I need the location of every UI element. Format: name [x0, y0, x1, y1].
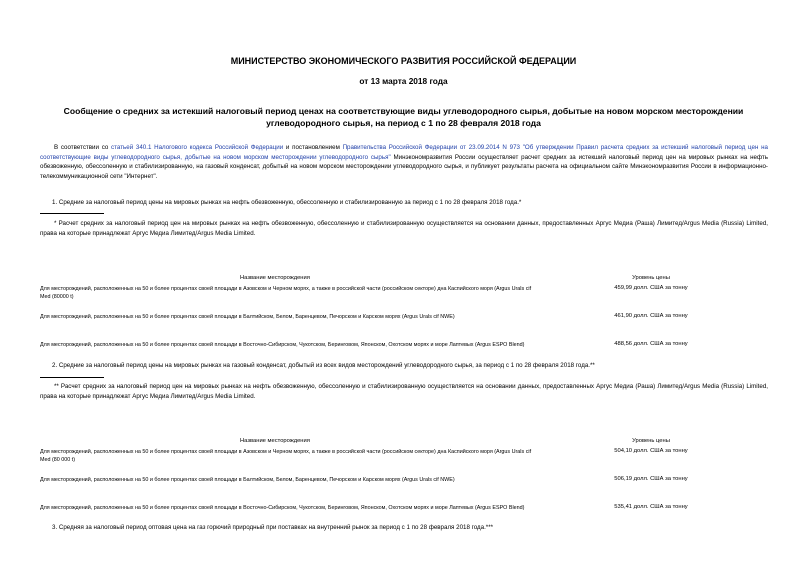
section2-col-name: Название месторождения — [240, 438, 310, 444]
intro-suffix: Минэкономразвития России осуществляет расчет средних за истекший налоговый период цен на мировых рынках на нефть обезвоженную, обессоленную и стабилизированную, на газовый конденсат, добытый на новом морском месторождении углеводородного сырья, и публикует результаты расчета на официальном сайте Минэкономразвития России в информационно-телекоммуникационной сети "Интернет". — [40, 153, 768, 180]
government-decree-link[interactable]: Правительства Российской Федерации от 23.09.2014 N 973 "Об утверждении Правил расчета средних за истекший налоговый период цен на соответствующие виды углеводородного сырья, добытые на новом морском месторождении углеводородного сырья" — [40, 144, 768, 161]
table-row-name: Для месторождений, расположенных на 50 и более процентах своей площади в Азовском и Черном морях, а также в российской части (российском секторе) дна Каспийского моря (Argus Urals cif Med (80 000 t) — [40, 449, 532, 464]
section2-col-price: Уровень цены — [632, 438, 670, 444]
section2-footnote: ** Расчет средних за налоговый период цен на мировых рынках на нефть обезвоженную, обессоленную и стабилизированную осуществляется на основании данных, предоставленных Аргус Медиа (Раша) Лимитед/Argus Media (Russia) Limited, права на которые принадлежат Аргус Медиа Лимитед/Argus Media Limited. — [40, 383, 768, 400]
intro-paragraph — [40, 143, 768, 181]
table-row-price: 504,10 долл. США за тонну — [614, 448, 688, 454]
footnote-divider — [40, 213, 104, 214]
table-row-price: 459,99 долл. США за тонну — [614, 285, 688, 291]
footnote-divider — [40, 377, 104, 378]
table-row-price: 488,56 долл. США за тонну — [614, 341, 688, 347]
section1-heading: 1. Средние за налоговый период цены на мировых рынках на нефть обезвоженную, обессоленную и стабилизированную за период с 1 по 28 февраля 2018 года.* — [52, 199, 522, 206]
document-title: Сообщение о средних за истекший налоговый период ценах на соответствующие виды углеводородного сырья, добытые на новом морском месторождении углеводородного сырья, на период с 1 по 28 февраля 2018 года — [63, 106, 744, 128]
table-row-price: 506,19 долл. США за тонну — [614, 476, 688, 482]
ministry-name: МИНИСТЕРСТВО ЭКОНОМИЧЕСКОГО РАЗВИТИЯ РОССИЙСКОЙ ФЕДЕРАЦИИ — [230, 56, 577, 66]
table-row-name: Для месторождений, расположенных на 50 и более процентах своей площади в Восточно-Сибирском, Чукотском, Беринговом, Японском, Охотском морях и море Лаптевых (Argus ESPO Blend) — [40, 342, 525, 348]
document-date: от 13 марта 2018 года — [359, 76, 448, 86]
table-row-name: Для месторождений, расположенных на 50 и более процентах своей площади в Восточно-Сибирском, Чукотском, Беринговом, Японском, Охотском морях и море Лаптевых (Argus ESPO Blend) — [40, 505, 525, 511]
intro-prefix: В соответствии со — [54, 144, 112, 151]
table-row-price: 535,41 долл. США за тонну — [614, 504, 688, 510]
section1-footnote: * Расчет средних за налоговый период цен на мировых рынках на нефть обезвоженную, обессоленную и стабилизированную осуществляется на основании данных, предоставленных Аргус Медиа (Раша) Лимитед/Argus Media (Russia) Limited, права на которые принадлежат Аргус Медиа Лимитед/Argus Media Limited. — [40, 220, 768, 237]
table-row-name: Для месторождений, расположенных на 50 и более процентах своей площади в Балтийском, Белом, Баренцевом, Печорском и Карском морях (Argus Urals cif NWE) — [40, 477, 455, 483]
section2-heading: 2. Средние за налоговый период цены на мировых рынках на газовый конденсат, добытый из всех видов месторождений углеводородного сырья, за период с 1 по 28 февраля 2018 года.** — [52, 362, 595, 369]
tax-code-link[interactable]: статьей 340.1 Налогового кодекса Российской Федерации — [111, 144, 284, 151]
section1-col-name: Название месторождения — [240, 275, 310, 281]
table-row-name: Для месторождений, расположенных на 50 и более процентах своей площади в Азовском и Черном морях, а также в российской части (российском секторе) дна Каспийского моря (Argus Urals cif Med (80000 t) — [40, 286, 532, 301]
section3-heading: 3. Средняя за налоговый период оптовая цена на газ горючий природный при поставках на внутренний рынок за период с 1 по 28 февраля 2018 года.*** — [52, 524, 494, 531]
table-row-price: 461,90 долл. США за тонну — [614, 313, 688, 319]
table-row-name: Для месторождений, расположенных на 50 и более процентах своей площади в Балтийском, Белом, Баренцевом, Печорском и Карском морях (Argus Urals cif NWE) — [40, 314, 455, 320]
section1-col-price: Уровень цены — [632, 275, 670, 281]
intro-middle: и постановлением — [283, 144, 343, 151]
